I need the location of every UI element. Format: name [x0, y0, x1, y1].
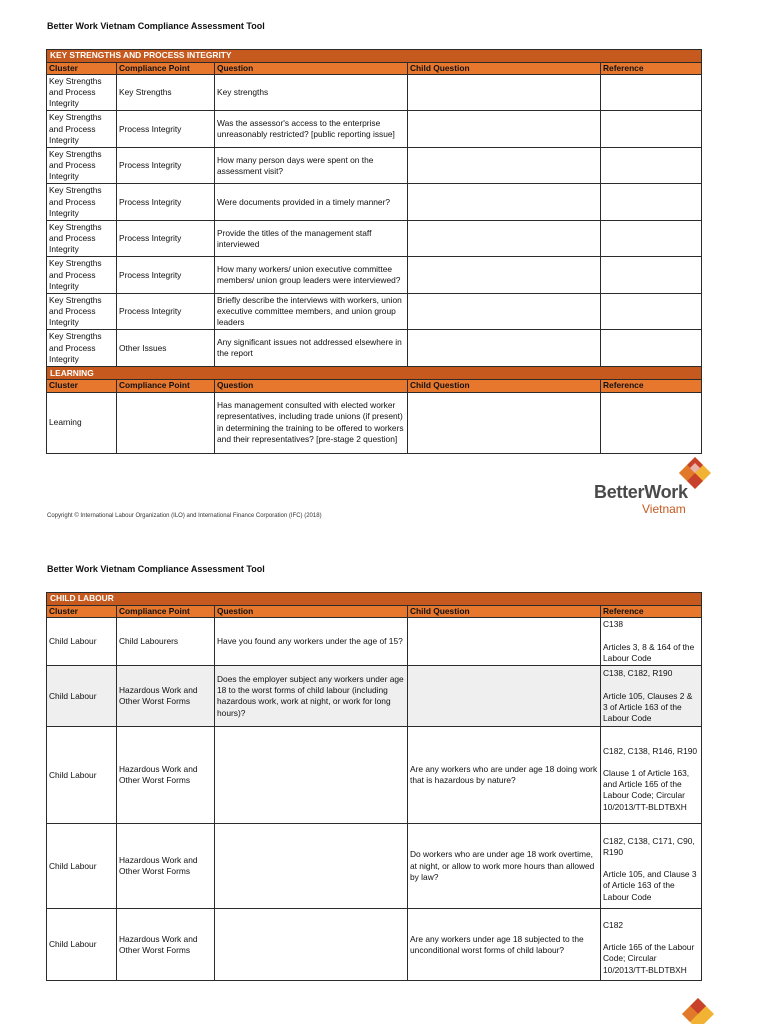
cell-child-question — [408, 294, 601, 330]
col-question: Question — [215, 380, 408, 392]
cell-reference — [601, 294, 702, 330]
cell-question: Were documents provided in a timely manner? — [215, 184, 408, 221]
cell-child-question — [408, 618, 601, 666]
cell-cluster: Key Strengths and Process Integrity — [47, 257, 117, 294]
cell-cluster: Child Labour — [47, 727, 117, 824]
cell-question: How many workers/ union executive committee members/ union group leaders were interviewed? — [215, 257, 408, 294]
cell-reference — [601, 727, 702, 824]
child-labour-table — [46, 592, 702, 981]
cell-compliance-point: Process Integrity — [117, 294, 215, 330]
cell-child-question — [408, 392, 601, 453]
cell-reference — [601, 257, 702, 294]
cell-cluster: Key Strengths and Process Integrity — [47, 330, 117, 367]
key-strengths-table — [46, 49, 702, 454]
cell-cluster: Child Labour — [47, 824, 117, 909]
reference-text: Article 165 of the Labour Code; Circular 10/2013/TT-BLDTBXH — [603, 942, 695, 975]
cell-reference — [601, 824, 702, 909]
cell-question — [215, 909, 408, 981]
cell-compliance-point: Process Integrity — [117, 221, 215, 257]
logo-wordmark: BetterWork — [594, 482, 688, 502]
cell-cluster: Key Strengths and Process Integrity — [47, 111, 117, 148]
cell-cluster: Key Strengths and Process Integrity — [47, 221, 117, 257]
cell-reference — [601, 618, 702, 666]
reference-codes: C138 — [603, 619, 624, 630]
col-question: Question — [215, 63, 408, 75]
cell-reference — [601, 221, 702, 257]
cell-reference — [601, 111, 702, 148]
col-cluster: Cluster — [47, 63, 117, 75]
table-row — [47, 257, 702, 294]
reference-text: Article 105, Clauses 2 & 3 of Article 163 of the Labour Code — [603, 690, 693, 724]
table-row — [47, 148, 702, 184]
cell-compliance-point: Hazardous Work and Other Worst Forms — [117, 727, 215, 824]
col-reference: Reference — [601, 63, 702, 75]
col-compliance-point: Compliance Point — [117, 380, 215, 392]
cell-compliance-point: Process Integrity — [117, 111, 215, 148]
col-compliance-point: Compliance Point — [117, 606, 215, 618]
cell-child-question — [408, 221, 601, 257]
cell-reference — [601, 666, 702, 727]
cell-question: How many person days were spent on the assessment visit? — [215, 148, 408, 184]
reference-text: Articles 3, 8 & 164 of the Labour Code — [603, 641, 695, 663]
section-title-learning: LEARNING — [47, 367, 702, 380]
cell-compliance-point: Hazardous Work and Other Worst Forms — [117, 909, 215, 981]
table-row — [47, 727, 702, 824]
cell-child-question — [408, 184, 601, 221]
document-title: Better Work Vietnam Compliance Assessment Tool — [47, 21, 265, 31]
table-row — [47, 666, 702, 727]
reference-codes: C138, C182, R190 — [603, 668, 673, 679]
cell-cluster: Key Strengths and Process Integrity — [47, 148, 117, 184]
cell-child-question: Are any workers who are under age 18 doing work that is hazardous by nature? — [408, 727, 601, 824]
col-compliance-point: Compliance Point — [117, 63, 215, 75]
section-title-child-labour: CHILD LABOUR — [47, 593, 702, 606]
cell-child-question: Do workers who are under age 18 work overtime, at night, or allow to work more hours than allowed by law? — [408, 824, 601, 909]
col-child-question: Child Question — [408, 606, 601, 618]
cell-child-question: Are any workers under age 18 subjected to the unconditional worst forms of child labour? — [408, 909, 601, 981]
cell-question: Was the assessor's access to the enterprise unreasonably restricted? [public reporting issue] — [215, 111, 408, 148]
cell-cluster: Child Labour — [47, 909, 117, 981]
col-child-question: Child Question — [408, 380, 601, 392]
betterwork-logo — [590, 456, 720, 520]
table-row — [47, 221, 702, 257]
document-title: Better Work Vietnam Compliance Assessment Tool — [47, 564, 265, 574]
cell-question: Key strengths — [215, 75, 408, 111]
table-row — [47, 618, 702, 666]
reference-text: Article 105, and Clause 3 of Article 163 of the Labour Code — [603, 869, 697, 902]
cell-cluster: Key Strengths and Process Integrity — [47, 75, 117, 111]
cell-cluster: Key Strengths and Process Integrity — [47, 184, 117, 221]
betterwork-diamond-icon — [676, 996, 716, 1024]
cell-cluster: Child Labour — [47, 666, 117, 727]
cell-cluster: Key Strengths and Process Integrity — [47, 294, 117, 330]
cell-question: Does the employer subject any workers under age 18 to the worst forms of child labour (including hazardous work, work at night, or work for long hours)? — [215, 666, 408, 727]
table-header-row — [47, 63, 702, 75]
cell-question: Has management consulted with elected worker representatives, including trade unions (if present) in determining the training to be offered to workers and their representatives? [pre-stage 2 question] — [215, 392, 408, 453]
section-title-key-strengths: KEY STRENGTHS AND PROCESS INTEGRITY — [47, 50, 702, 63]
cell-question: Briefly describe the interviews with workers, union executive committee members, and union group leaders — [215, 294, 408, 330]
col-reference: Reference — [601, 606, 702, 618]
cell-compliance-point: Key Strengths — [117, 75, 215, 111]
cell-child-question — [408, 111, 601, 148]
cell-question: Any significant issues not addressed elsewhere in the report — [215, 330, 408, 367]
cell-compliance-point: Process Integrity — [117, 184, 215, 221]
col-reference: Reference — [601, 380, 702, 392]
cell-reference — [601, 330, 702, 367]
cell-compliance-point: Process Integrity — [117, 148, 215, 184]
table-row — [47, 111, 702, 148]
col-cluster: Cluster — [47, 380, 117, 392]
col-child-question: Child Question — [408, 63, 601, 75]
logo-subtitle: Vietnam — [642, 502, 686, 516]
reference-codes: C182 — [603, 919, 624, 930]
table-row — [47, 824, 702, 909]
cell-reference — [601, 392, 702, 453]
cell-question: Have you found any workers under the age of 15? — [215, 618, 408, 666]
table-row — [47, 392, 702, 453]
col-question: Question — [215, 606, 408, 618]
table-row — [47, 909, 702, 981]
table-header-row — [47, 606, 702, 618]
cell-reference — [601, 184, 702, 221]
cell-reference — [601, 909, 702, 981]
table-header-row — [47, 380, 702, 392]
cell-compliance-point: Child Labourers — [117, 618, 215, 666]
cell-compliance-point — [117, 392, 215, 453]
table-row — [47, 75, 702, 111]
cell-compliance-point: Other Issues — [117, 330, 215, 367]
cell-question — [215, 824, 408, 909]
reference-text: Clause 1 of Article 163, and Article 165 of the Labour Code; Circular 10/2013/TT-BLDTBXH — [603, 767, 690, 812]
cell-child-question — [408, 330, 601, 367]
copyright-notice: Copyright © International Labour Organization (ILO) and International Finance Corporation (IFC) (2018) — [47, 513, 322, 519]
cell-cluster: Learning — [47, 392, 117, 453]
cell-compliance-point: Process Integrity — [117, 257, 215, 294]
cell-cluster: Child Labour — [47, 618, 117, 666]
cell-compliance-point: Hazardous Work and Other Worst Forms — [117, 824, 215, 909]
reference-codes: C182, C138, R146, R190 — [603, 745, 698, 756]
cell-question: Provide the titles of the management staff interviewed — [215, 221, 408, 257]
table-row — [47, 330, 702, 367]
cell-child-question — [408, 75, 601, 111]
cell-reference — [601, 148, 702, 184]
cell-question — [215, 727, 408, 824]
table-row — [47, 184, 702, 221]
cell-child-question — [408, 257, 601, 294]
cell-compliance-point: Hazardous Work and Other Worst Forms — [117, 666, 215, 727]
table-row — [47, 294, 702, 330]
cell-child-question — [408, 666, 601, 727]
cell-reference — [601, 75, 702, 111]
cell-child-question — [408, 148, 601, 184]
reference-codes: C182, C138, C171, C90, R190 — [603, 835, 695, 857]
col-cluster: Cluster — [47, 606, 117, 618]
